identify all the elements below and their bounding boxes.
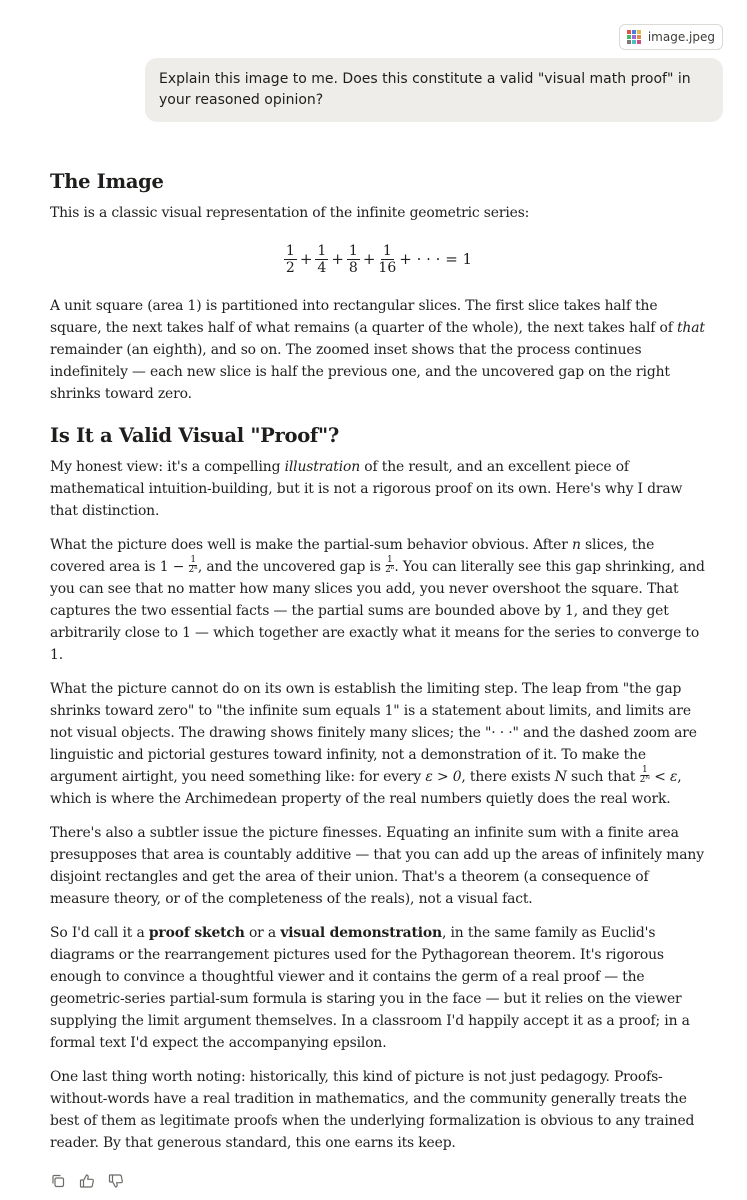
- equation-tail: + · · · = 1: [399, 250, 473, 268]
- heading-valid-proof: Is It a Valid Visual "Proof"?: [50, 424, 340, 447]
- message-actions: [50, 1173, 124, 1189]
- intro-paragraph: This is a classic visual representation of the infinite geometric series:: [50, 205, 530, 221]
- series-equation: $\frac{1}{2}$ + $\frac{1}{4}$ + $\frac{1}{8}$ + $\frac{1}{16}$ + · · · = 1: [285, 242, 473, 276]
- assistant-response: [50, 168, 706, 1154]
- fraction: $\frac{1}{8}$: [348, 242, 358, 276]
- conclusion-paragraph: So I'd call it a proof sketch or a visual demonstration, in the same family as Euclid's diagrams or the rearrangement pictures used for the Pythagorean theorem. It's rigorous enough to convince a thoughtful viewer and it contains the germ of a real proof — the geometric-series partial-sum formula is staring you in the face — but it relies on the viewer supplying the limit argument themselves. In a classroom I'd happily accept it as a proof; in a formal text I'd expect the accompanying epsilon.: [50, 925, 690, 1051]
- attachment-filename: image.jpeg: [647, 30, 715, 44]
- opinion-paragraph: My honest view: it's a compelling illustration of the result, and an excellent piece of mathematical intuition-building, but it is not a rigorous proof on its own. Here's why I draw that distinction.: [50, 459, 683, 519]
- history-paragraph: One last thing worth noting: historically, this kind of picture is not just pedagogy. Proofs-without-words have a real tradition in mathematics, and the community generally treats the best of them as legitimate proofs when the underlying formalization is obvious to any trained reader. By that generous standard, this one earns its keep.: [50, 1069, 695, 1151]
- description-paragraph: A unit square (area 1) is partitioned into rectangular slices. The first slice takes half the square, the next takes half of what remains (a quarter of the whole), the next takes half of that remainder (an eighth), and so on. The zoomed inset shows that the process continues indefinitely — each new slice is half the previous one, and the uncovered gap on the right shrinks toward zero.: [50, 298, 705, 402]
- fraction: $\frac{1}{4}$: [317, 242, 327, 276]
- partial-sum-paragraph: What the picture does well is make the partial-sum behavior obvious. After n slices, the covered area is 1 − $\frac{1}{\text{2ⁿ}}$ , and the uncovered gap is $\frac{1}{\text{2ⁿ}}$ . You can literally see this gap shrinking, and you can see that no matter how many slices you add, you never overshoot the square. That captures the two essential facts — the partial sums are bounded above by 1, and they get arbitrarily close to 1 — which together are exactly what it means for the series to converge to 1.: [50, 537, 705, 663]
- copy-icon[interactable]: [50, 1173, 66, 1189]
- fraction: $\frac{1}{2}$: [285, 242, 295, 276]
- thumbs-down-icon[interactable]: [108, 1173, 124, 1189]
- attachment-chip[interactable]: [619, 24, 723, 50]
- user-message: Explain this image to me. Does this constitute a valid "visual math proof" in your reasoned opinion?: [145, 58, 723, 122]
- thumbs-up-icon[interactable]: [79, 1173, 95, 1189]
- heading-the-image: The Image: [50, 170, 164, 193]
- limit-paragraph: What the picture cannot do on its own is establish the limiting step. The leap from "the gap shrinks toward zero" to "the infinite sum equals 1" is a statement about limits, and limits are not visual objects. The drawing shows finitely many slices; the "· · ·" and the dashed zoom are linguistic and pictorial gestures toward infinity, not a demonstration of it. To make the argument airtight, you need something like: for every ε > 0, there exists N such that $\frac{1}{\text{2ᴺ}}$ < ε, which is where the Archimedean property of the real numbers quietly does the real work.: [50, 681, 697, 807]
- additivity-paragraph: There's also a subtler issue the picture finesses. Equating an infinite sum with a finite area presupposes that area is countably additive — that you can add up the areas of infinitely many disjoint rectangles and get the area of their union. That's a theorem (a consequence of measure theory, or of the completeness of the reals), not a visual fact.: [50, 825, 704, 907]
- image-thumbnail-icon: [627, 30, 641, 44]
- fraction: $\frac{1}{16}$: [378, 242, 397, 276]
